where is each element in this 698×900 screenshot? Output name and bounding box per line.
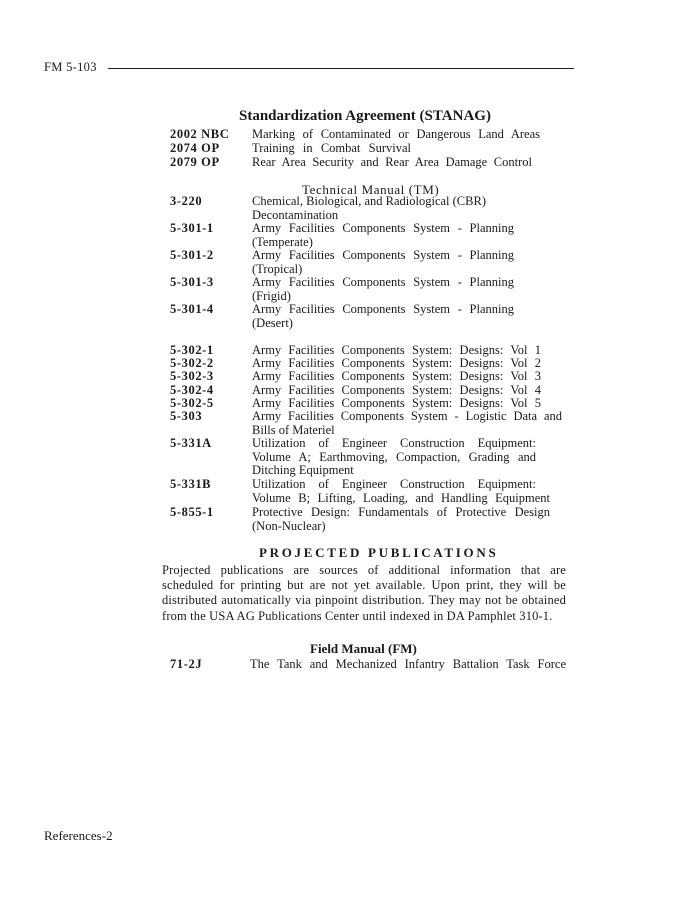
tm-desc: Army Facilities Components System - Logistic Data and Bills of Materiel [252,409,562,437]
fm-title: Field Manual (FM) [310,641,417,656]
stanag-desc: Training in Combat Survival [252,141,411,155]
tm-desc: Protective Design: Fundamentals of Protective Design (Non-Nuclear) [252,505,550,533]
fm-desc: The Tank and Mechanized Infantry Battalion Task Force [250,657,566,671]
tm-desc: Army Facilities Components System - Planning (Frigid) [252,275,514,303]
tm-desc: Chemical, Biological, and Radiological (CBR) Decontamination [252,194,486,222]
header-rule [108,68,574,69]
fm-code: 71-2J [170,657,203,671]
tm-desc: Utilization of Engineer Construction Equipment: Volume B; Lifting, Loading, and Handling Equipment [252,477,550,505]
tm-desc: Army Facilities Components System: Designs: Vol 1 [252,343,541,357]
tm-desc: Army Facilities Components System - Planning (Tropical) [252,248,514,276]
tm-code: 5-855-1 [170,505,214,519]
tm-desc: Army Facilities Components System - Planning (Desert) [252,302,514,330]
tm-code: 3-220 [170,194,203,208]
manual-number: FM 5-103 [44,60,97,74]
tm-desc: Army Facilities Components System - Planning (Temperate) [252,221,514,249]
tm-code: 5-302-3 [170,369,214,383]
stanag-code: 2074 OP [170,141,220,155]
tm-desc: Army Facilities Components System: Designs: Vol 3 [252,369,541,383]
stanag-code: 2079 OP [170,155,220,169]
stanag-desc: Marking of Contaminated or Dangerous Land Areas [252,127,540,141]
tm-code: 5-301-3 [170,275,214,289]
tm-code: 5-303 [170,409,203,423]
stanag-title: Standardization Agreement (STANAG) [239,108,491,124]
tm-code: 5-302-4 [170,383,214,397]
tm-code: 5-302-2 [170,356,214,370]
projected-paragraph: Projected publications are sources of additional information that are scheduled for printing but are not yet available. Upon print, they will be distributed automatically via pinpoint distribution. They may not be obtained from the USA AG Publications Center until indexed in DA Pamphlet 310-1. [162,563,566,623]
tm-code: 5-302-1 [170,343,214,357]
tm-code: 5-302-5 [170,396,214,410]
tm-code: 5-301-4 [170,302,214,316]
stanag-desc: Rear Area Security and Rear Area Damage Control [252,155,532,169]
tm-code: 5-331B [170,477,212,491]
page-footer: References-2 [44,828,113,843]
tm-desc: Army Facilities Components System: Designs: Vol 2 [252,356,541,370]
page-header [44,60,574,80]
tm-desc: Army Facilities Components System: Designs: Vol 4 [252,383,541,397]
stanag-code: 2002 NBC [170,127,230,141]
tm-desc: Utilization of Engineer Construction Equipment: Volume A; Earthmoving, Compaction, Grading and Ditching Equipment [252,436,536,478]
tm-desc: Army Facilities Components System: Designs: Vol 5 [252,396,541,410]
tm-code: 5-301-2 [170,248,214,262]
tm-code: 5-301-1 [170,221,214,235]
tm-code: 5-331A [170,436,212,450]
tm-title: Technical Manual (TM) [302,182,440,197]
projected-title: PROJECTED PUBLICATIONS [259,545,499,560]
